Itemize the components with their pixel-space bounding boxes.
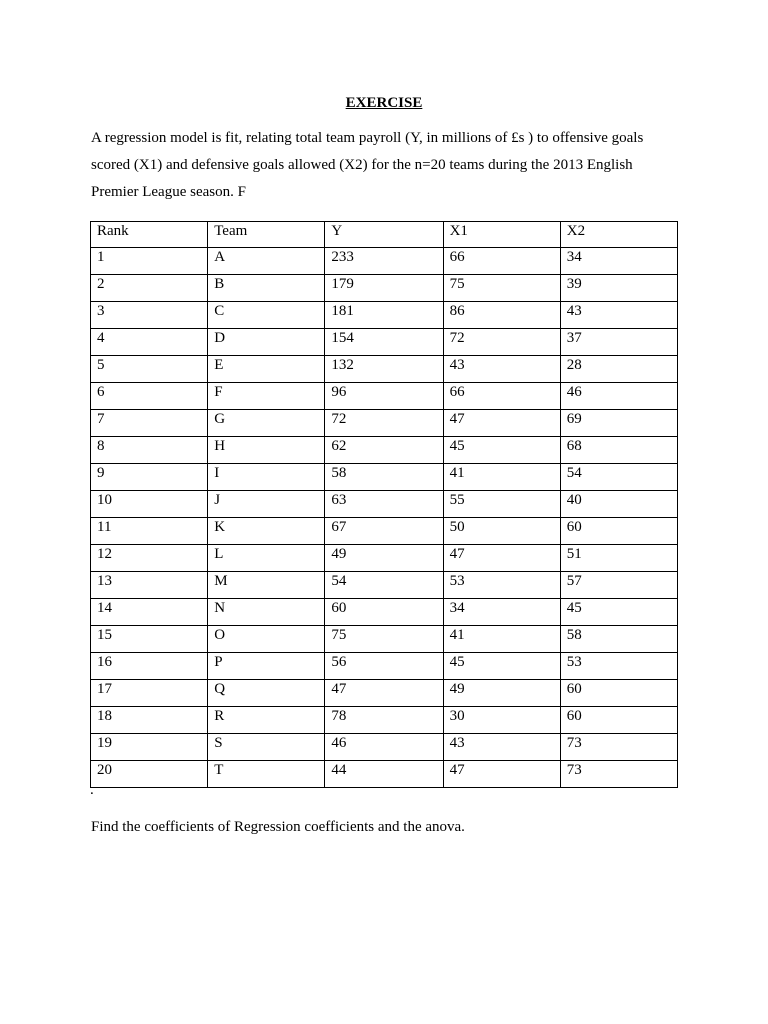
table-cell: 1 (91, 248, 208, 275)
table-cell: 37 (560, 329, 677, 356)
table-cell: 60 (325, 599, 443, 626)
table-cell: 66 (443, 383, 560, 410)
table-cell: 8 (91, 437, 208, 464)
data-table (90, 221, 678, 788)
table-cell: 13 (91, 572, 208, 599)
table-row (91, 572, 678, 599)
table-cell: 53 (443, 572, 560, 599)
table-row (91, 410, 678, 437)
table-row (91, 626, 678, 653)
table-row (91, 302, 678, 329)
table-cell: 49 (325, 545, 443, 572)
table-cell: 39 (560, 275, 677, 302)
table-cell: 73 (560, 761, 677, 788)
table-cell: 34 (443, 599, 560, 626)
table-cell: 19 (91, 734, 208, 761)
table-cell: 47 (443, 761, 560, 788)
table-cell: 40 (560, 491, 677, 518)
table-cell: 46 (325, 734, 443, 761)
table-cell: I (208, 464, 325, 491)
table-cell: 43 (560, 302, 677, 329)
table-cell: P (208, 653, 325, 680)
table-cell: 86 (443, 302, 560, 329)
table-cell: 28 (560, 356, 677, 383)
table-cell: O (208, 626, 325, 653)
table-cell: E (208, 356, 325, 383)
document-title: EXERCISE (345, 95, 423, 111)
table-header-row (91, 222, 678, 248)
table-cell: 66 (443, 248, 560, 275)
table-row (91, 491, 678, 518)
table-cell: T (208, 761, 325, 788)
table-cell: L (208, 545, 325, 572)
table-cell: 179 (325, 275, 443, 302)
table-cell: 41 (443, 626, 560, 653)
table-cell: G (208, 410, 325, 437)
table-cell: 4 (91, 329, 208, 356)
table-cell: K (208, 518, 325, 545)
table-row (91, 464, 678, 491)
table-cell: 72 (443, 329, 560, 356)
table-cell: 17 (91, 680, 208, 707)
table-cell: 154 (325, 329, 443, 356)
table-cell: 34 (560, 248, 677, 275)
table-cell: 60 (560, 518, 677, 545)
footer-instruction: Find the coefficients of Regression coefficients and the anova. (91, 819, 465, 835)
table-cell: 54 (560, 464, 677, 491)
table-cell: 73 (560, 734, 677, 761)
table-cell: 30 (443, 707, 560, 734)
table-cell: 6 (91, 383, 208, 410)
table-cell: 47 (443, 545, 560, 572)
table-cell: 3 (91, 302, 208, 329)
table-row (91, 653, 678, 680)
table-cell: 45 (443, 653, 560, 680)
table-cell: 47 (443, 410, 560, 437)
table-row (91, 437, 678, 464)
table-cell: 233 (325, 248, 443, 275)
table-row (91, 680, 678, 707)
table-cell: S (208, 734, 325, 761)
table-cell: 43 (443, 356, 560, 383)
table-cell: 20 (91, 761, 208, 788)
table-cell: 57 (560, 572, 677, 599)
table-cell: B (208, 275, 325, 302)
table-cell: J (208, 491, 325, 518)
table-cell: H (208, 437, 325, 464)
table-cell: 49 (443, 680, 560, 707)
table-cell: 44 (325, 761, 443, 788)
table-cell: 50 (443, 518, 560, 545)
table-cell: 72 (325, 410, 443, 437)
table-cell: N (208, 599, 325, 626)
table-row (91, 761, 678, 788)
table-cell: 41 (443, 464, 560, 491)
table-row (91, 248, 678, 275)
table-cell: 16 (91, 653, 208, 680)
table-cell: 7 (91, 410, 208, 437)
table-cell: 60 (560, 680, 677, 707)
table-cell: D (208, 329, 325, 356)
table-cell: 55 (443, 491, 560, 518)
table-cell: 132 (325, 356, 443, 383)
table-cell: 5 (91, 356, 208, 383)
table-row (91, 545, 678, 572)
table-cell: M (208, 572, 325, 599)
table-cell: 78 (325, 707, 443, 734)
table-cell: A (208, 248, 325, 275)
table-cell: 67 (325, 518, 443, 545)
table-cell: 12 (91, 545, 208, 572)
table-header-cell: X2 (560, 222, 677, 248)
table-row (91, 329, 678, 356)
table-cell: 51 (560, 545, 677, 572)
table-cell: 75 (443, 275, 560, 302)
table-cell: 18 (91, 707, 208, 734)
table-header-cell: Team (208, 222, 325, 248)
table-row (91, 707, 678, 734)
table-cell: C (208, 302, 325, 329)
table-row (91, 275, 678, 302)
table-cell: 11 (91, 518, 208, 545)
table-cell: 60 (560, 707, 677, 734)
table-cell: 96 (325, 383, 443, 410)
table-cell: 181 (325, 302, 443, 329)
table-row (91, 383, 678, 410)
table-header-cell: X1 (443, 222, 560, 248)
table-row (91, 518, 678, 545)
table-cell: 46 (560, 383, 677, 410)
table-cell: 9 (91, 464, 208, 491)
table-cell: 69 (560, 410, 677, 437)
table-cell: 56 (325, 653, 443, 680)
table-cell: 45 (560, 599, 677, 626)
table-cell: 2 (91, 275, 208, 302)
table-header-cell: Y (325, 222, 443, 248)
table-cell: 15 (91, 626, 208, 653)
table-row (91, 356, 678, 383)
table-row (91, 734, 678, 761)
table-cell: 68 (560, 437, 677, 464)
intro-paragraph: A regression model is fit, relating total team payroll (Y, in millions of £s ) to offensive goals scored (X1) and defensive goals allowed (X2) for the n=20 teams during the 2013 English Premier League season. F (91, 130, 644, 200)
table-cell: 14 (91, 599, 208, 626)
table-cell: 75 (325, 626, 443, 653)
table-cell: 63 (325, 491, 443, 518)
table-cell: 58 (560, 626, 677, 653)
table-header-cell: Rank (91, 222, 208, 248)
table-cell: 58 (325, 464, 443, 491)
table-cell: F (208, 383, 325, 410)
table-cell: 43 (443, 734, 560, 761)
table-cell: 47 (325, 680, 443, 707)
table-cell: 54 (325, 572, 443, 599)
table-cell: Q (208, 680, 325, 707)
table-cell: 10 (91, 491, 208, 518)
table-cell: R (208, 707, 325, 734)
stray-period: . (90, 782, 94, 798)
table-cell: 53 (560, 653, 677, 680)
table-cell: 45 (443, 437, 560, 464)
table-row (91, 599, 678, 626)
table-cell: 62 (325, 437, 443, 464)
